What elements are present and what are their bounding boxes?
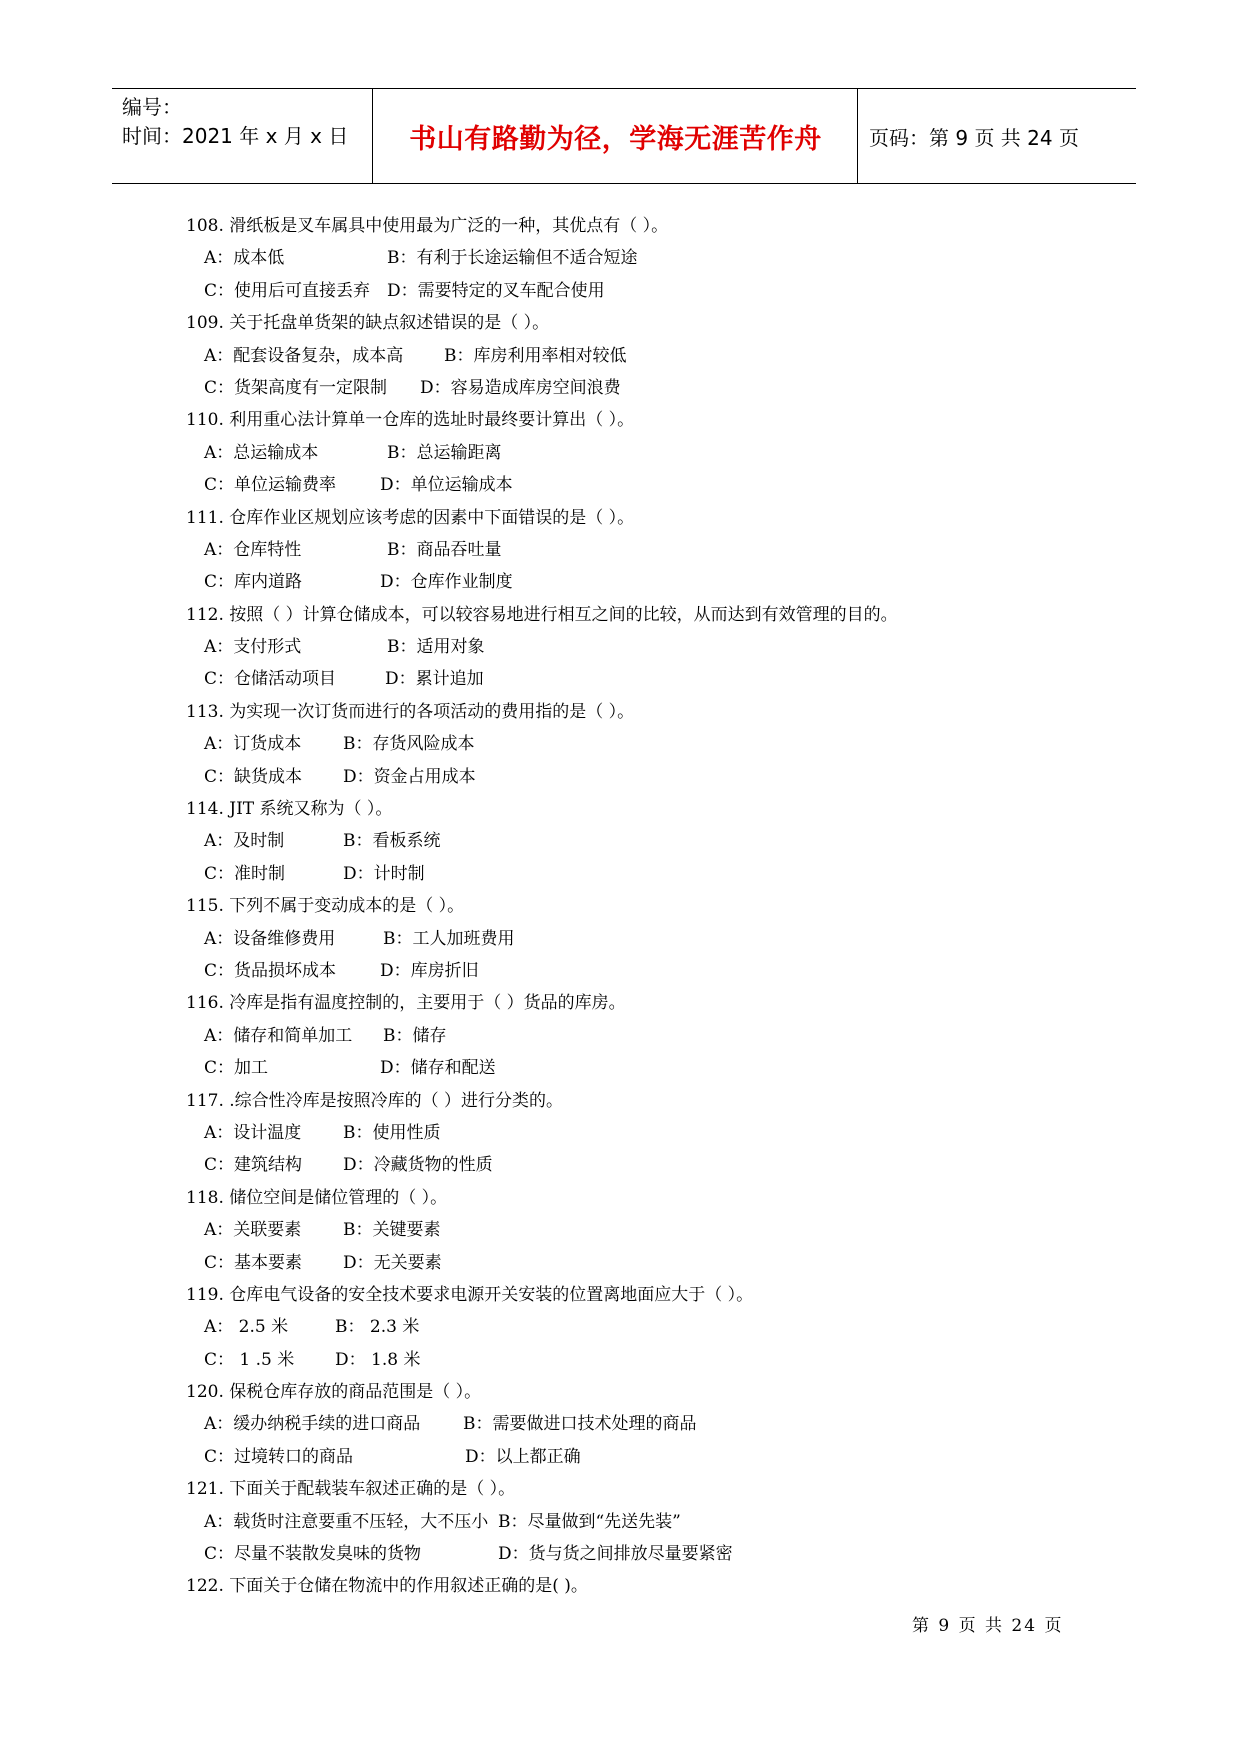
question-stem: 110. 利用重心法计算单一仓库的选址时最终要计算出（ ）。	[186, 410, 635, 431]
question-stem: 120. 保税仓库存放的商品范围是（ ）。	[186, 1382, 482, 1403]
option-row	[186, 372, 1106, 404]
answer-option: A：仓库特性	[204, 539, 302, 560]
question-stem: 122. 下面关于仓储在物流中的作用叙述正确的是( )。	[186, 1576, 588, 1597]
option-row	[186, 1311, 1106, 1343]
answer-option: A：配套设备复杂，成本高	[204, 345, 404, 366]
question-stem: 116. 冷库是指有温度控制的，主要用于（ ）货品的库房。	[186, 993, 626, 1014]
answer-option: D：以上都正确	[465, 1446, 581, 1467]
answer-option: A：储存和简单加工	[204, 1025, 353, 1046]
option-row	[186, 340, 1106, 372]
header-page-number: 页码：第 9 页 共 24 页	[869, 125, 1079, 150]
option-row	[186, 1441, 1106, 1473]
answer-option: A：成本低	[204, 248, 285, 269]
option-row	[186, 825, 1106, 857]
option-row	[186, 275, 1106, 307]
answer-option: C：单位运输费率	[204, 475, 337, 496]
option-row	[186, 1506, 1106, 1538]
option-row	[186, 469, 1106, 501]
answer-option: A：关联要素	[204, 1220, 302, 1241]
answer-option: A： 2.5 米	[204, 1317, 289, 1338]
question-stem: 115. 下列不属于变动成本的是（ ）。	[186, 896, 465, 917]
header-divider	[372, 89, 373, 183]
header-divider	[857, 89, 858, 183]
option-row	[186, 923, 1106, 955]
option-row	[186, 437, 1106, 469]
option-row	[186, 1117, 1106, 1149]
option-row	[186, 858, 1106, 890]
answer-option: C：准时制	[204, 863, 286, 884]
answer-option: A：设计温度	[204, 1122, 302, 1143]
question-stem: 121. 下面关于配载装车叙述正确的是（ ）。	[186, 1479, 516, 1500]
answer-option: D：计时制	[343, 863, 425, 884]
answer-option: C：货品损坏成本	[204, 960, 337, 981]
answer-option: B：库房利用率相对较低	[444, 345, 627, 366]
answer-option: B：工人加班费用	[383, 928, 515, 949]
page-footer: 第 9 页 共 24 页	[912, 1616, 1064, 1636]
answer-option: B：尽量做到“先送先装”	[498, 1511, 681, 1532]
option-row	[186, 566, 1106, 598]
answer-option: D：库房折旧	[380, 960, 479, 981]
answer-option: B：总运输距离	[387, 442, 502, 463]
answer-option: C：缺货成本	[204, 766, 303, 787]
answer-option: D：货与货之间排放尽量要紧密	[498, 1544, 733, 1565]
answer-option: D：单位运输成本	[380, 475, 513, 496]
answer-option: C：加工	[204, 1058, 269, 1079]
answer-option: B：储存	[383, 1025, 447, 1046]
option-row	[186, 1214, 1106, 1246]
answer-option: D：冷藏货物的性质	[343, 1155, 493, 1176]
answer-option: C：货架高度有一定限制	[204, 377, 388, 398]
header-meta	[122, 93, 348, 151]
option-row	[186, 1020, 1106, 1052]
option-row	[186, 1052, 1106, 1084]
answer-option: D：资金占用成本	[343, 766, 476, 787]
answer-option: B：关键要素	[343, 1220, 441, 1241]
answer-option: C：基本要素	[204, 1252, 303, 1273]
question-stem: 113. 为实现一次订货而进行的各项活动的费用指的是（ ）。	[186, 701, 635, 722]
option-row	[186, 728, 1106, 760]
answer-option: A：支付形式	[204, 637, 302, 658]
header-table	[112, 88, 1136, 184]
answer-option: D：容易造成库房空间浪费	[420, 377, 621, 398]
answer-option: B： 2.3 米	[335, 1317, 420, 1338]
question-stem: 119. 仓库电气设备的安全技术要求电源开关安装的位置离地面应大于（ ）。	[186, 1284, 754, 1305]
answer-option: A：总运输成本	[204, 442, 319, 463]
answer-option: A：设备维修费用	[204, 928, 336, 949]
answer-option: A：缓办纳税手续的进口商品	[204, 1414, 421, 1435]
option-row	[186, 955, 1106, 987]
answer-option: C： 1 .5 米	[204, 1349, 295, 1370]
answer-option: D：仓库作业制度	[380, 572, 513, 593]
answer-option: D： 1.8 米	[335, 1349, 421, 1370]
answer-option: C：库内道路	[204, 572, 303, 593]
answer-option: D：储存和配送	[380, 1058, 496, 1079]
question-stem: 111. 仓库作业区规划应该考虑的因素中下面错误的是（ ）。	[186, 507, 635, 528]
answer-option: B：使用性质	[343, 1122, 441, 1143]
answer-option: B：有利于长途运输但不适合短途	[387, 248, 638, 269]
option-row	[186, 1247, 1106, 1279]
question-stem: 109. 关于托盘单货架的缺点叙述错误的是（ ）。	[186, 313, 550, 334]
answer-option: B：存货风险成本	[343, 734, 475, 755]
question-stem: 108. 滑纸板是叉车属具中使用最为广泛的一种，其优点有（ ）。	[186, 216, 669, 236]
answer-option: D：无关要素	[343, 1252, 442, 1273]
option-row	[186, 761, 1106, 793]
question-stem: 118. 储位空间是储位管理的（ ）。	[186, 1187, 448, 1208]
option-row	[186, 1408, 1106, 1440]
document-time-label: 时间：2021 年 x 月 x 日	[122, 124, 349, 148]
answer-option: C：过境转口的商品	[204, 1446, 354, 1467]
question-stem: 117. .综合性冷库是按照冷库的（ ）进行分类的。	[186, 1090, 564, 1111]
answer-option: B：需要做进口技术处理的商品	[463, 1414, 697, 1435]
question-list	[186, 210, 1106, 1603]
answer-option: C：仓储活动项目	[204, 669, 337, 690]
option-row	[186, 631, 1106, 663]
question-stem: 112. 按照（ ）计算仓储成本，可以较容易地进行相互之间的比较，从而达到有效管理的目的。	[186, 604, 898, 625]
answer-option: C：尽量不装散发臭味的货物	[204, 1544, 422, 1565]
answer-option: B：适用对象	[387, 637, 485, 658]
option-row	[186, 242, 1106, 274]
answer-option: A：及时制	[204, 831, 285, 852]
question-stem: 114. JIT 系统又称为（ ）。	[186, 799, 393, 820]
answer-option: C：建筑结构	[204, 1155, 303, 1176]
option-row	[186, 1538, 1106, 1570]
option-row	[186, 1344, 1106, 1376]
answer-option: A：订货成本	[204, 734, 302, 755]
answer-option: D：累计追加	[385, 669, 484, 690]
document-number-label: 编号：	[122, 95, 182, 119]
option-row	[186, 663, 1106, 695]
answer-option: A：载货时注意要重不压轻，大不压小	[204, 1511, 489, 1532]
option-row	[186, 534, 1106, 566]
answer-option: B：看板系统	[343, 831, 441, 852]
answer-option: C：使用后可直接丢弃	[204, 280, 371, 301]
option-row	[186, 1149, 1106, 1181]
answer-option: B：商品吞吐量	[387, 539, 502, 560]
header-motto: 书山有路勤为径，学海无涯苦作舟	[409, 123, 822, 155]
answer-option: D：需要特定的叉车配合使用	[387, 280, 605, 301]
